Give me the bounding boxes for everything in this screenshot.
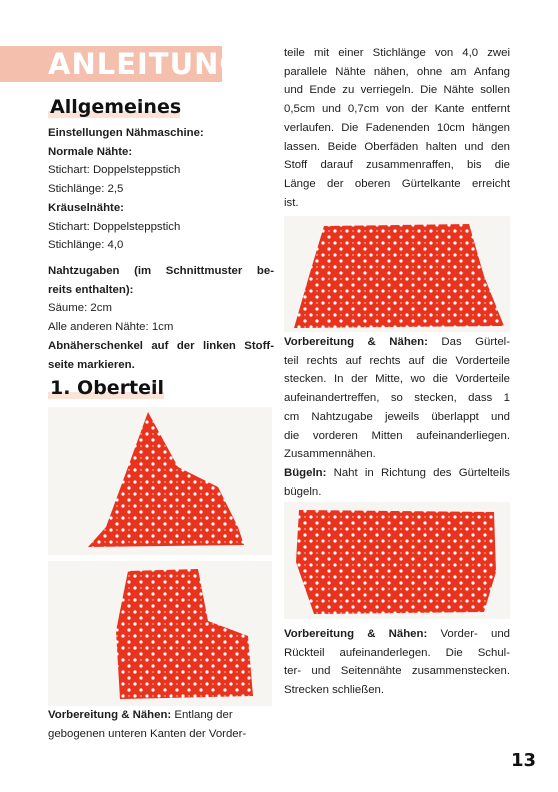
- step1-line1: Entlang der: [174, 709, 233, 721]
- step1-label: Vorbereitung & Nähen:: [48, 709, 172, 721]
- allowance-block: [48, 262, 274, 374]
- section-heading-general: [50, 95, 181, 119]
- iron-last: bügeln.: [284, 485, 322, 498]
- step2-last: Zusammennähen.: [284, 448, 376, 461]
- step3-first: Vorder- und: [440, 628, 510, 640]
- gather-seams-title: Kräuselnähte:: [48, 201, 124, 214]
- cont-line: Länge der oberen Gürtelkante erreicht: [284, 177, 510, 190]
- step2-line: teil rechts auf rechts auf die Vorderteile: [284, 354, 510, 367]
- step3-last: Strecken schließen.: [284, 684, 385, 697]
- photo-folded-piece: [48, 561, 272, 706]
- photo-front-piece: [48, 407, 272, 555]
- continuation-block: [284, 44, 510, 212]
- darts-note-2: seite markieren.: [48, 358, 135, 371]
- step3-line: Rückteil aufeinanderlegen. Die Schul-: [284, 646, 510, 659]
- heading-text: Allgemeines: [50, 96, 182, 118]
- cont-line: parallele Nähte nähen, ohne am Anfang: [284, 65, 510, 78]
- cont-line: lassen. Beide Oberfäden halten und den: [284, 140, 510, 153]
- heading-text: 1. Oberteil: [50, 377, 165, 399]
- iron-label: Bügeln:: [284, 466, 327, 479]
- page-number: 13: [511, 750, 537, 771]
- normal-stitch: Stichart: Doppelsteppstich: [48, 164, 181, 177]
- general-settings-block: [48, 124, 274, 255]
- section-heading-oberteil: [50, 376, 164, 400]
- step2-block: [284, 333, 510, 501]
- step3-block: [284, 625, 510, 700]
- cont-line: teile mit einer Stichlänge von 4,0 zwei: [284, 47, 510, 59]
- settings-title: Einstellungen Nähmaschine:: [48, 127, 204, 139]
- gather-stitch: Stichart: Doppelsteppstich: [48, 220, 181, 233]
- step1-line2: gebogenen unteren Kanten der Vorder-: [48, 727, 247, 740]
- step2-line: cm Nahtzugabe jeweils überlappt und: [284, 410, 510, 423]
- cont-line: verlaufen. Die Fadenenden 10cm hängen: [284, 121, 510, 134]
- step3-line: ter- und Seitennähte zusammenstecken.: [284, 665, 510, 678]
- step1-block: [48, 706, 274, 743]
- allowance-title-2: reits enthalten):: [48, 283, 134, 296]
- other-seams-allowance: Alle anderen Nähte: 1cm: [48, 321, 174, 334]
- step2-line: die vorderen Mitten aufeinanderliegen.: [284, 429, 510, 442]
- cont-line: und Ende zu verriegeln. Die Nähte sollen: [284, 84, 510, 97]
- step2-first: Das Gürtel-: [441, 336, 510, 348]
- iron-first: Naht in Richtung des Gürtelteils: [333, 466, 510, 479]
- normal-length: Stichlänge: 2,5: [48, 183, 124, 196]
- step3-label: Vorbereitung & Nähen:: [284, 628, 428, 640]
- page-title: ANLEITUNG: [48, 47, 245, 81]
- cont-last: ist.: [284, 196, 299, 209]
- step2-line: aufeinandertreffen, so stecken, dass 1: [284, 392, 510, 405]
- gather-length: Stichlänge: 4,0: [48, 239, 124, 252]
- allowance-title-1: Nahtzugaben (im Schnittmuster be-: [48, 265, 274, 277]
- photo-belt-attached: [284, 216, 510, 332]
- normal-seams-title: Normale Nähte:: [48, 145, 133, 158]
- step2-label: Vorbereitung & Nähen:: [284, 336, 428, 348]
- photo-back-and-front: [284, 502, 510, 619]
- hems-allowance: Säume: 2cm: [48, 302, 112, 315]
- darts-note-1: Abnäherschenkel auf der linken Stoff-: [48, 339, 274, 352]
- cont-line: Stoff darauf zusammenraffen, bis die: [284, 159, 510, 172]
- cont-line: 0,5cm und 0,7cm von der Kante entfernt: [284, 103, 510, 116]
- step2-line: stecken. In der Mitte, wo die Vorderteile: [284, 373, 510, 386]
